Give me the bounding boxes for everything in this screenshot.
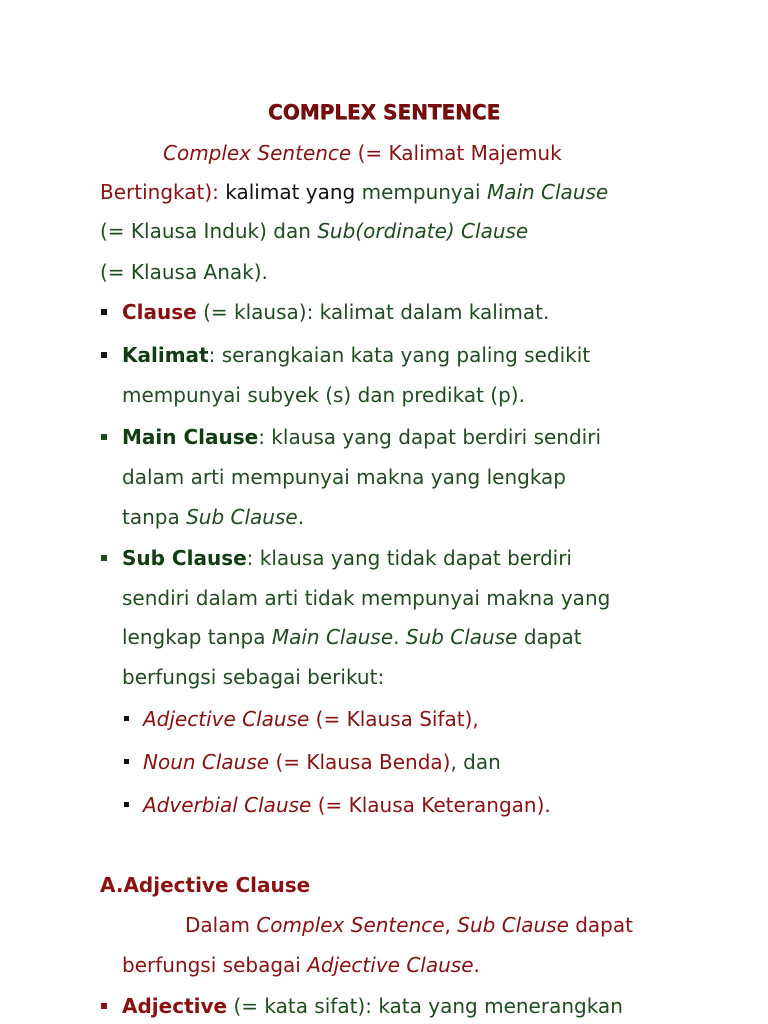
list-item-main-clause [122,425,601,449]
para-term: Sub Clause [457,913,569,937]
para-text: berfungsi sebagai [122,953,308,977]
subitem-text: (= Klausa Benda) [269,750,451,774]
subitem-term: Adverbial Clause [143,793,312,817]
intro-text: (= Klausa Induk) dan [100,219,318,243]
item-term: Sub Clause [405,625,518,649]
item-text: : serangkaian kata yang paling sedikit [208,343,591,367]
subitem-adjective-clause [143,707,479,731]
para-term: Complex Sentence [256,913,445,937]
section-paragraph-line-2 [122,953,480,977]
term-main-clause: Main Clause [122,425,259,449]
bullet-icon [124,716,129,721]
item-text: dapat [517,625,582,649]
bullet-icon [101,1003,107,1009]
intro-line-4: (= Klausa Anak). [100,260,268,284]
term-clause: Clause [122,300,197,324]
bullet-icon [124,759,129,764]
para-text: , [444,913,458,937]
item-text: (= kata sifat): kata yang menerangkan [227,994,623,1018]
intro-line-1 [163,141,562,165]
intro-line-3 [100,219,528,243]
item-text: lengkap tanpa [122,625,272,649]
page-title: COMPLEX SENTENCE [267,100,501,124]
intro-term: Sub(ordinate) Clause [317,219,529,243]
para-text: . [473,953,480,977]
bullet-icon [101,434,107,440]
item-term: Main Clause [271,625,394,649]
section-heading: A.Adjective Clause [100,873,311,897]
item-text: (= klausa): kalimat dalam kalimat. [196,300,550,324]
list-item-kalimat [122,343,590,367]
subitem-text: , dan [450,750,501,774]
bullet-icon [124,802,129,807]
para-term: Adjective Clause [307,953,474,977]
list-item-main-clause-cont [122,505,304,529]
intro-term: Complex Sentence [163,141,352,165]
list-item-sub-clause-cont: berfungsi sebagai berikut: [122,665,385,689]
item-text: : klausa yang tidak dapat berdiri [246,546,572,570]
subitem-adverbial-clause [143,793,551,817]
bullet-icon [101,352,107,358]
term-kalimat: Kalimat [122,343,209,367]
subitem-term: Noun Clause [143,750,270,774]
intro-text: kalimat yang [225,180,362,204]
intro-term: Main Clause [486,180,609,204]
list-item-clause [122,300,549,324]
para-text: Dalam [185,913,257,937]
subitem-text: (= Klausa Keterangan). [311,793,551,817]
subitem-text: (= Klausa Sifat), [309,707,479,731]
list-item-sub-clause-cont [122,625,582,649]
item-text: tanpa [122,505,187,529]
item-text: . [297,505,305,529]
intro-text: (= Kalimat Majemuk [351,141,562,165]
subitem-term: Adjective Clause [143,707,310,731]
term-adjective: Adjective [122,994,228,1018]
list-item-kalimat-cont: mempunyai subyek (s) dan predikat (p). [122,383,525,407]
list-item-adjective [122,994,623,1018]
para-text: dapat [568,913,633,937]
term-sub-clause: Sub Clause [122,546,247,570]
section-paragraph-line-1 [185,913,633,937]
bullet-icon [101,555,107,561]
item-term: Sub Clause [186,505,298,529]
subitem-noun-clause [143,750,501,774]
intro-text: mempunyai [361,180,487,204]
intro-line-2 [100,180,608,204]
list-item-main-clause-cont: dalam arti mempunyai makna yang lengkap [122,465,567,489]
list-item-sub-clause-cont: sendiri dalam arti tidak mempunyai makna yang [122,586,611,610]
bullet-icon [101,309,107,315]
item-text: : klausa yang dapat berdiri sendiri [258,425,602,449]
list-item-sub-clause [122,546,572,570]
intro-text: Bertingkat): [100,180,226,204]
item-text: . [393,625,406,649]
